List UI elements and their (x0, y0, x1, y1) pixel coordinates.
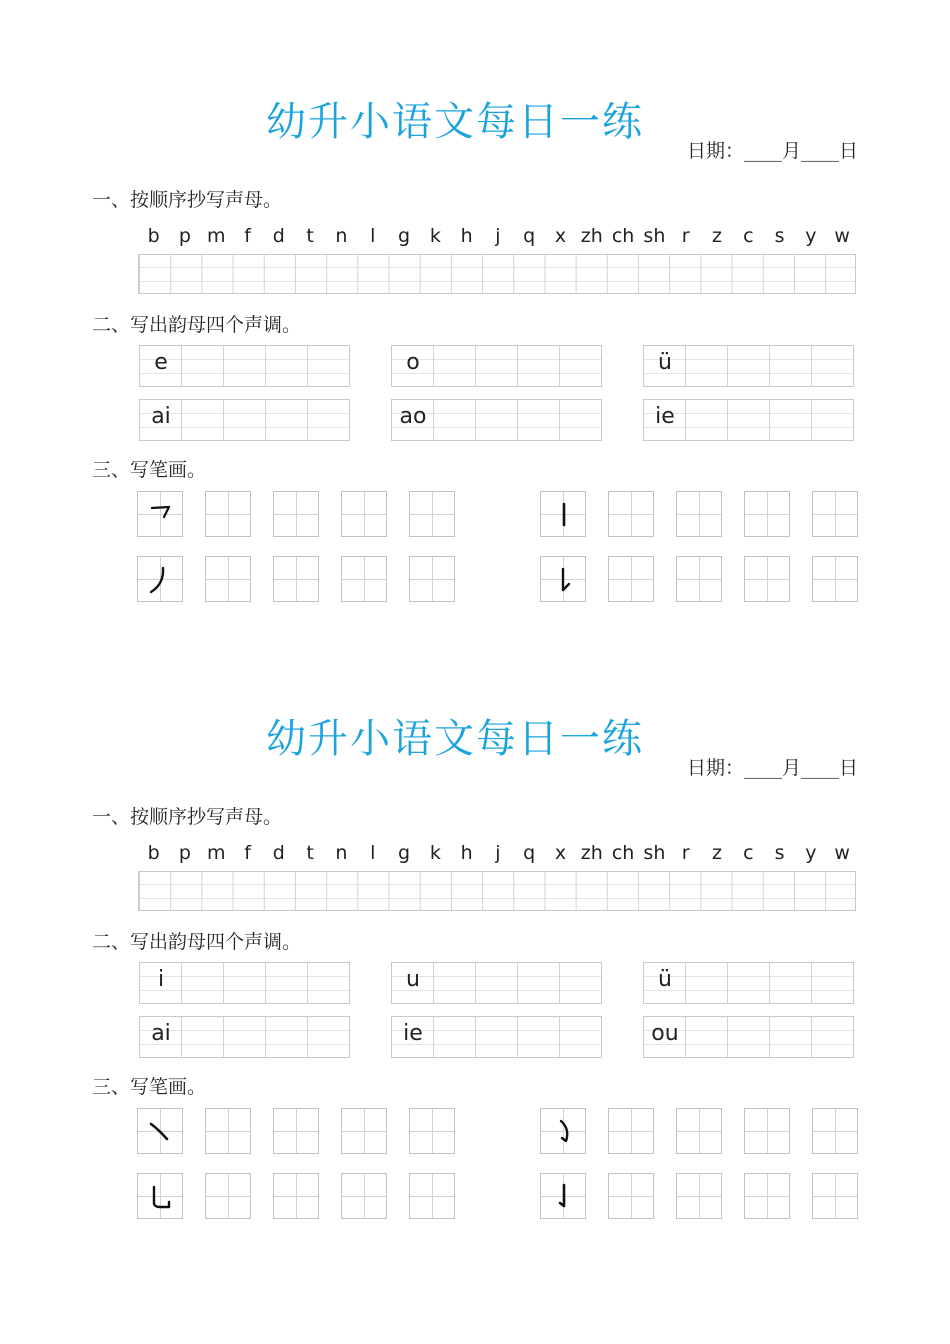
final-writing-box[interactable] (643, 1016, 854, 1058)
practice-box[interactable] (273, 1173, 319, 1219)
final-writing-box[interactable] (643, 962, 854, 1004)
initial-label: l (370, 225, 376, 247)
practice-box[interactable] (676, 491, 722, 537)
final-label: ai (151, 1021, 171, 1046)
practice-box[interactable] (608, 1108, 654, 1154)
practice-box[interactable] (812, 1108, 858, 1154)
practice-box[interactable] (341, 1108, 387, 1154)
initial-label: w (834, 225, 850, 247)
initial-label: x (554, 842, 567, 864)
initials-writing-grid[interactable] (138, 254, 856, 294)
practice-box[interactable] (341, 556, 387, 602)
final-label: o (406, 350, 420, 375)
initial-label: q (523, 225, 536, 247)
initial-label: c (743, 842, 754, 864)
practice-box[interactable] (608, 491, 654, 537)
initial-label: s (774, 842, 785, 864)
initial-label: x (554, 225, 567, 247)
initial-label: k (429, 842, 441, 864)
final-writing-box[interactable] (391, 962, 602, 1004)
initial-label: k (429, 225, 441, 247)
practice-box[interactable] (676, 1108, 722, 1154)
initial-label: ch (611, 225, 635, 247)
initial-label: z (712, 225, 722, 247)
initial-label: n (335, 842, 348, 864)
initial-label: t (306, 225, 314, 247)
practice-box[interactable] (273, 556, 319, 602)
final-writing-box[interactable] (391, 399, 602, 441)
practice-box[interactable] (744, 1108, 790, 1154)
worksheet-2 (0, 617, 950, 1234)
initial-label: m (206, 842, 226, 864)
section-3-heading: 三、写笔画。 (92, 459, 207, 481)
final-writing-box[interactable] (643, 399, 854, 441)
stroke-sample-box (540, 491, 586, 537)
initial-label: j (495, 225, 501, 247)
initial-label: y (805, 225, 817, 247)
section-2-heading: 二、写出韵母四个声调。 (92, 314, 302, 336)
initial-label: sh (643, 842, 666, 864)
initials-row (138, 225, 858, 247)
initial-label: d (272, 225, 285, 247)
initial-label: d (272, 842, 285, 864)
worksheet-title: 幼升小语文每日一练 (266, 716, 644, 762)
practice-box[interactable] (341, 491, 387, 537)
stroke-sample-box (137, 491, 183, 537)
stroke-sample-box (137, 556, 183, 602)
practice-box[interactable] (812, 1173, 858, 1219)
initial-label: n (335, 225, 348, 247)
section-1-heading: 一、按顺序抄写声母。 (92, 189, 283, 211)
initials-row (138, 842, 858, 864)
date-field: 日期：____月____日 (686, 757, 858, 779)
final-label: ü (658, 967, 672, 992)
initial-label: b (147, 842, 160, 864)
practice-box[interactable] (409, 1108, 455, 1154)
section-1-heading: 一、按顺序抄写声母。 (92, 806, 283, 828)
practice-box[interactable] (205, 491, 251, 537)
practice-box[interactable] (676, 556, 722, 602)
practice-box[interactable] (744, 491, 790, 537)
practice-box[interactable] (608, 556, 654, 602)
practice-box[interactable] (205, 1173, 251, 1219)
stroke-shuti-icon (541, 557, 587, 603)
practice-box[interactable] (341, 1173, 387, 1219)
final-label: e (154, 350, 168, 375)
stroke-shuwangou-icon (138, 1174, 184, 1220)
initial-label: t (306, 842, 314, 864)
initial-label: z (712, 842, 722, 864)
initial-label: w (834, 842, 850, 864)
final-label: ao (399, 404, 427, 429)
practice-box[interactable] (608, 1173, 654, 1219)
initial-label: h (460, 842, 473, 864)
final-writing-box[interactable] (139, 962, 350, 1004)
initial-label: j (495, 842, 501, 864)
initials-writing-grid[interactable] (138, 871, 856, 911)
stroke-sample-box (137, 1108, 183, 1154)
practice-box[interactable] (812, 556, 858, 602)
final-writing-box[interactable] (139, 399, 350, 441)
initial-label: p (178, 842, 191, 864)
stroke-hengzhe-icon (138, 492, 184, 538)
final-label: ai (151, 404, 171, 429)
worksheet-title: 幼升小语文每日一练 (266, 99, 644, 145)
final-writing-box[interactable] (139, 345, 350, 387)
practice-box[interactable] (273, 1108, 319, 1154)
initial-label: h (460, 225, 473, 247)
initial-label: b (147, 225, 160, 247)
section-3-heading: 三、写笔画。 (92, 1076, 207, 1098)
final-label: ie (655, 404, 675, 429)
stroke-sample-box (540, 556, 586, 602)
final-writing-box[interactable] (391, 345, 602, 387)
practice-box[interactable] (744, 556, 790, 602)
stroke-sample-box (540, 1173, 586, 1219)
initial-label: p (178, 225, 191, 247)
final-label: u (406, 967, 420, 992)
final-label: ou (651, 1021, 679, 1046)
section-2-heading: 二、写出韵母四个声调。 (92, 931, 302, 953)
practice-box[interactable] (409, 556, 455, 602)
practice-box[interactable] (676, 1173, 722, 1219)
initial-label: sh (643, 225, 666, 247)
initial-label: l (370, 842, 376, 864)
stroke-sample-box (540, 1108, 586, 1154)
initial-label: ch (611, 842, 635, 864)
final-writing-box[interactable] (139, 1016, 350, 1058)
initial-label: y (805, 842, 817, 864)
initial-label: m (206, 225, 226, 247)
practice-box[interactable] (409, 491, 455, 537)
stroke-pie-icon (138, 557, 184, 603)
final-label: ü (658, 350, 672, 375)
stroke-shugou-icon (541, 1174, 587, 1220)
initial-label: s (774, 225, 785, 247)
final-label: i (157, 967, 165, 992)
date-field: 日期：____月____日 (686, 140, 858, 162)
stroke-shu-icon (541, 492, 587, 538)
practice-box[interactable] (744, 1173, 790, 1219)
final-writing-box[interactable] (391, 1016, 602, 1058)
initial-label: r (681, 225, 690, 247)
stroke-sample-box (137, 1173, 183, 1219)
final-writing-box[interactable] (643, 345, 854, 387)
practice-box[interactable] (205, 1108, 251, 1154)
initial-label: f (244, 842, 251, 864)
initial-label: f (244, 225, 251, 247)
initial-label: zh (580, 842, 603, 864)
initial-label: c (743, 225, 754, 247)
worksheet-1 (0, 0, 950, 617)
stroke-wangou-icon (541, 1109, 587, 1155)
initial-label: q (523, 842, 536, 864)
initial-label: g (397, 225, 411, 247)
final-label: ie (403, 1021, 423, 1046)
practice-box[interactable] (812, 491, 858, 537)
initial-label: g (397, 842, 411, 864)
initial-label: r (681, 842, 690, 864)
practice-box[interactable] (409, 1173, 455, 1219)
practice-box[interactable] (273, 491, 319, 537)
stroke-dian-icon (138, 1109, 184, 1155)
initial-label: zh (580, 225, 603, 247)
practice-box[interactable] (205, 556, 251, 602)
